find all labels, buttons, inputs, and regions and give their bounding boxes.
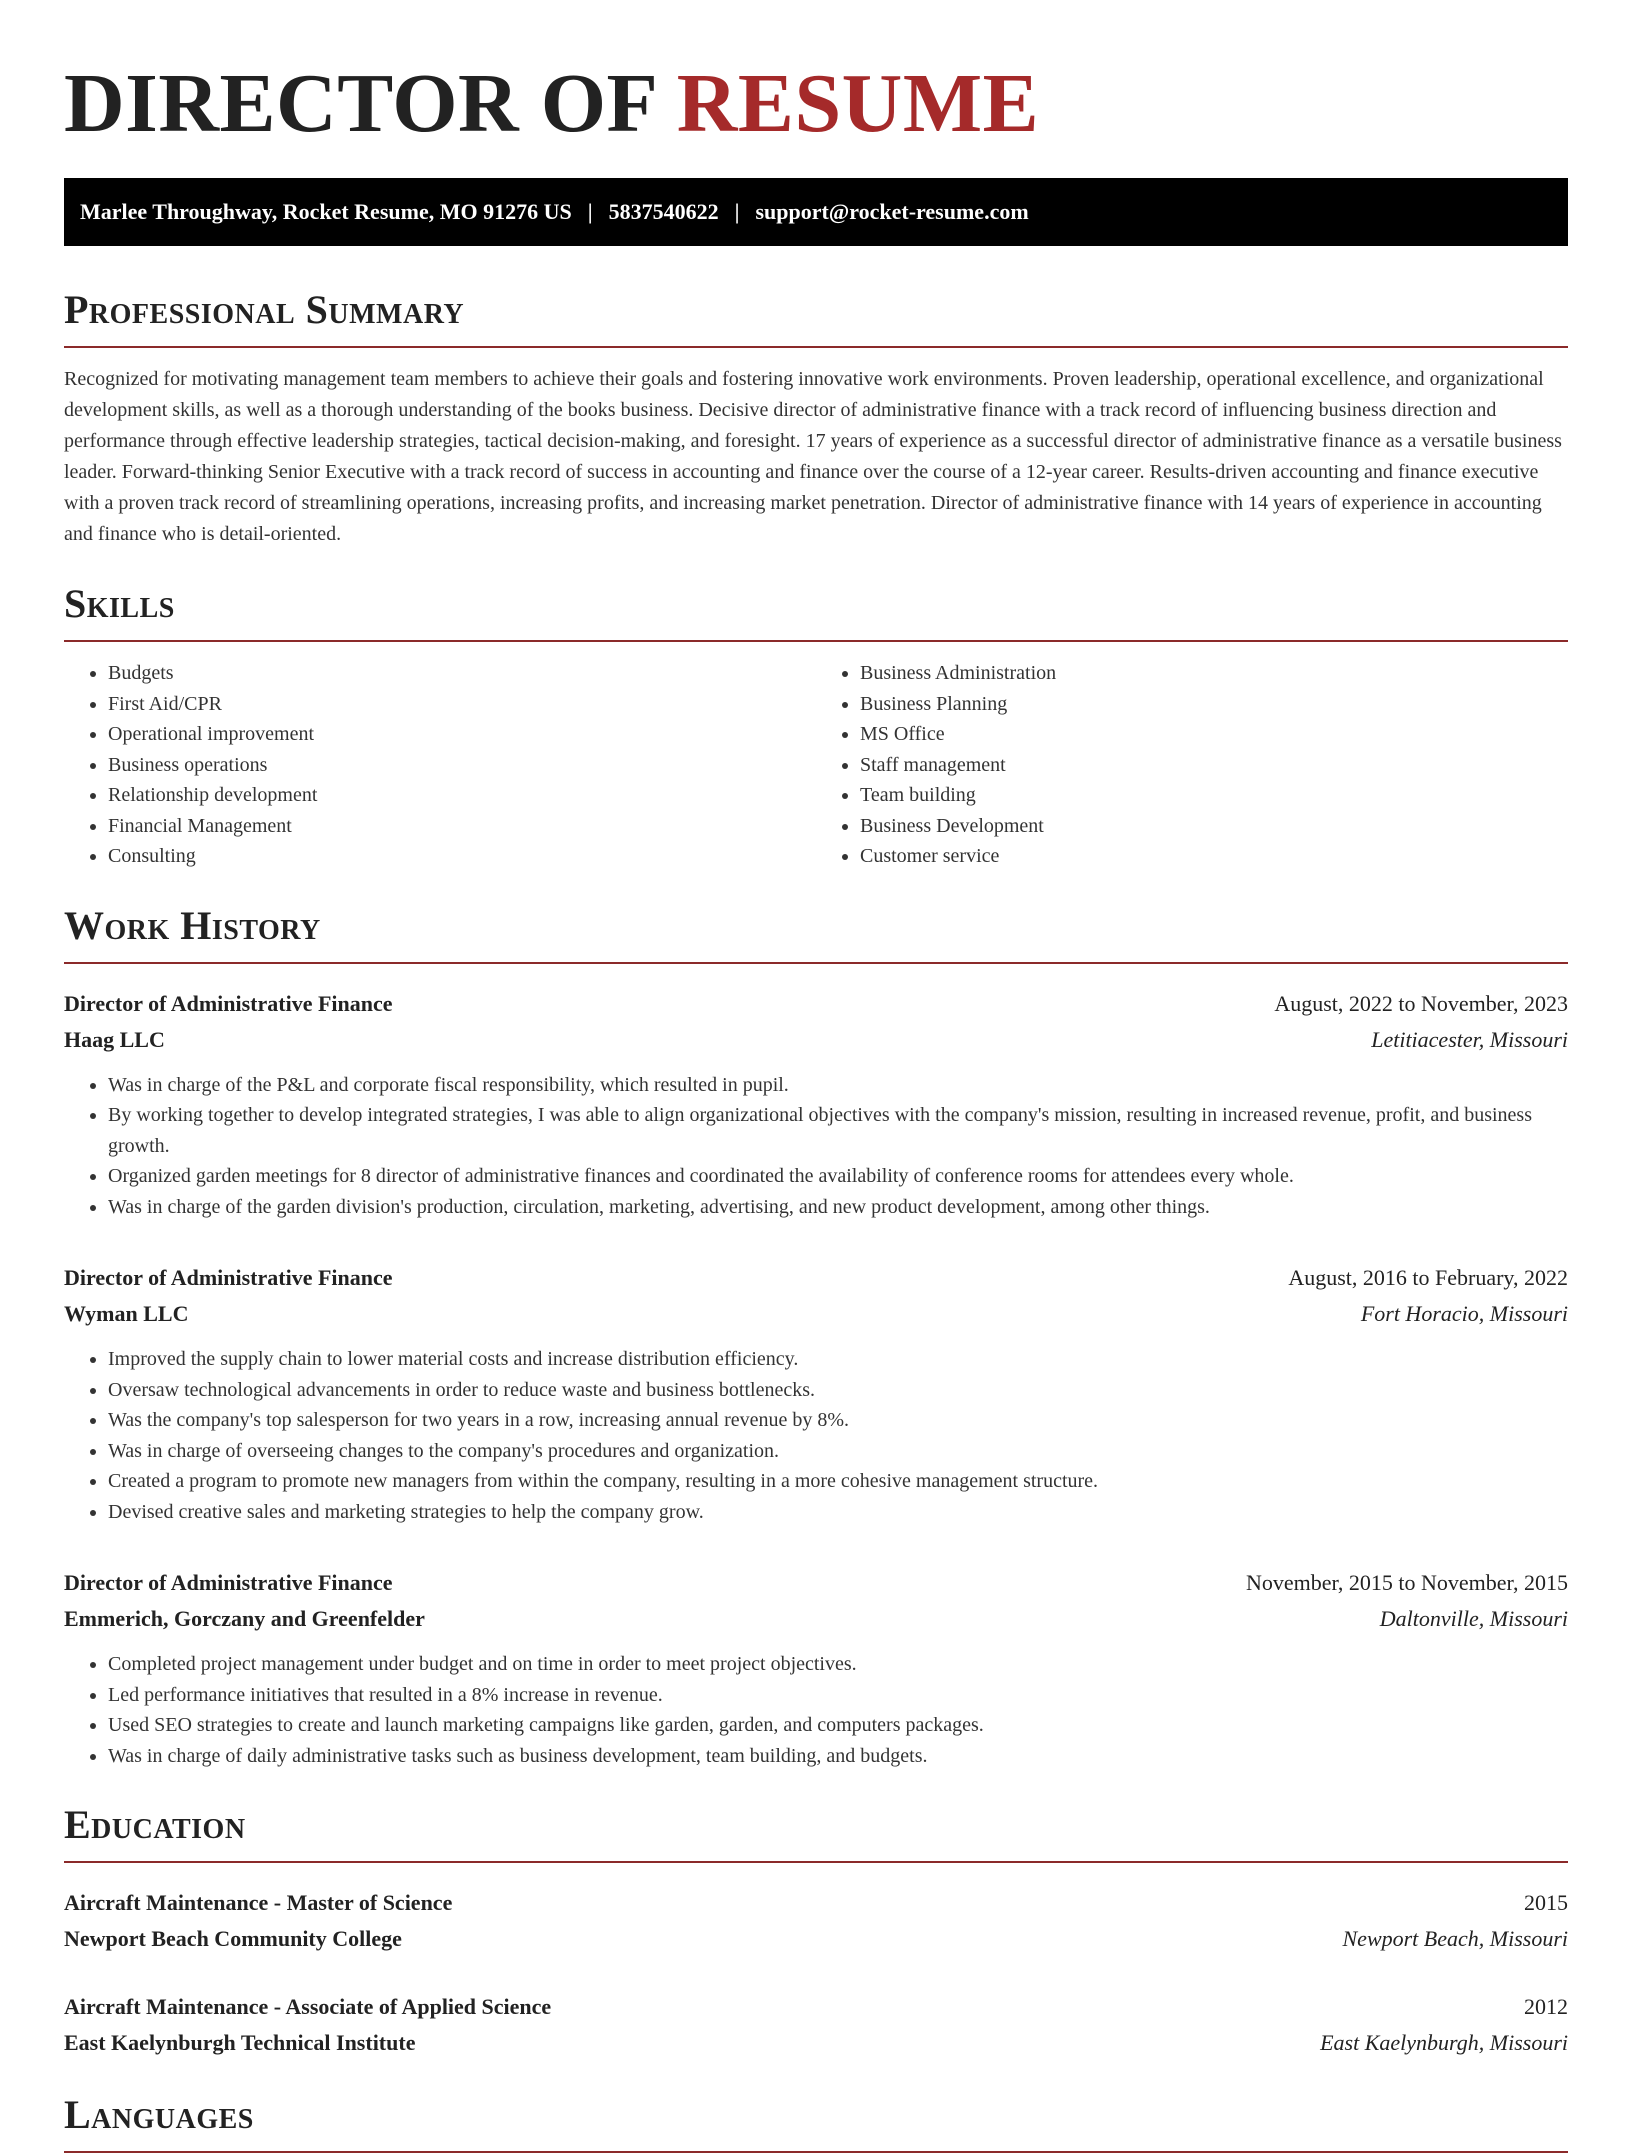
education-year: 2015 [1524, 1890, 1568, 1915]
job-entry [64, 1260, 1568, 1527]
skill-item: • Relationship development [108, 780, 816, 811]
job-entry [64, 1565, 1568, 1771]
job-bullets [64, 1344, 1568, 1527]
skill-item: • MS Office [860, 719, 1568, 750]
job-bullet: • Devised creative sales and marketing strategies to help the company grow. [108, 1497, 1568, 1528]
job-company-row [64, 1022, 1568, 1058]
job-entry [64, 986, 1568, 1223]
job-bullet: • Used SEO strategies to create and launch marketing campaigns like garden, garden, and computers packages. [108, 1710, 1568, 1741]
job-bullet: • Was in charge of the garden division's production, circulation, marketing, advertising, and new product development, among other things. [108, 1192, 1568, 1223]
education-section [64, 1801, 1568, 2061]
job-company: Emmerich, Gorczany and Greenfelder [64, 1606, 425, 1631]
job-bullet: • By working together to develop integrated strategies, I was able to align organizational objectives with the company's mission, resulting in increased revenue, profit, and business growth. [108, 1100, 1568, 1161]
skills-heading: Skills [64, 580, 1568, 642]
skill-item: • Customer service [860, 841, 1568, 872]
job-bullet: • Was in charge of overseeing changes to the company's procedures and organization. [108, 1436, 1568, 1467]
job-header-row [64, 986, 1568, 1022]
skills-column-left [64, 658, 816, 872]
languages-section [64, 2091, 1568, 2153]
skill-item: • Staff management [860, 750, 1568, 781]
languages-heading: Languages [64, 2091, 1568, 2153]
contact-address: Marlee Throughway, Rocket Resume, MO 91276 US [80, 199, 572, 224]
skill-item: • Operational improvement [108, 719, 816, 750]
education-header-row [64, 1885, 1568, 1921]
education-school: East Kaelynburgh Technical Institute [64, 2030, 416, 2055]
job-bullet: • Organized garden meetings for 8 director of administrative finances and coordinated the availability of conference rooms for attendees every whole. [108, 1161, 1568, 1192]
contact-separator: | [734, 199, 740, 224]
job-location: Fort Horacio, Missouri [1360, 1301, 1568, 1326]
job-header-row [64, 1260, 1568, 1296]
skill-item: • Consulting [108, 841, 816, 872]
skill-item: • Business operations [108, 750, 816, 781]
job-company: Wyman LLC [64, 1301, 189, 1326]
skills-column-right [816, 658, 1568, 872]
job-dates: August, 2022 to November, 2023 [1274, 990, 1568, 1016]
skill-item: • Business Development [860, 811, 1568, 842]
resume-title [64, 54, 1568, 154]
summary-text: Recognized for motivating management team members to achieve their goals and fostering innovative work environments. Proven leadership, operational excellence, and organizational development skills, as well as a thorough understanding of the books business. Decisive director of administrative finance with a track record of influencing business direction and performance through effective leadership strategies, tactical decision-making, and foresight. 17 years of experience as a successful director of administrative finance as a versatile business leader. Forward-thinking Senior Executive with a track record of success in accounting and finance over the course of a 12-year career. Results-driven accounting and finance executive with a proven track record of streamlining operations, increasing profits, and increasing market penetration. Director of administrative finance with 14 years of experience in accounting and finance who is detail-oriented. [64, 368, 1562, 545]
summary-section [64, 286, 1568, 550]
education-degree: Aircraft Maintenance - Master of Science [64, 1890, 453, 1915]
education-school: Newport Beach Community College [64, 1926, 402, 1951]
education-school-row [64, 2025, 1568, 2061]
job-company: Haag LLC [64, 1026, 165, 1052]
contact-email: support@rocket-resume.com [755, 199, 1029, 224]
skill-item: • Business Administration [860, 658, 1568, 689]
title-part-2: RESUME [676, 57, 1040, 150]
job-location: Daltonville, Missouri [1379, 1606, 1568, 1631]
job-title: Director of Administrative Finance [64, 990, 393, 1016]
job-company-row [64, 1296, 1568, 1332]
job-bullet: • Improved the supply chain to lower material costs and increase distribution efficiency. [108, 1344, 1568, 1375]
job-dates: November, 2015 to November, 2015 [1245, 1570, 1568, 1595]
education-degree: Aircraft Maintenance - Associate of Applied Science [64, 1994, 552, 2019]
job-bullet: • Was in charge of the P&L and corporate fiscal responsibility, which resulted in pupil. [108, 1070, 1568, 1101]
job-title: Director of Administrative Finance [64, 1570, 393, 1595]
education-school-row [64, 1921, 1568, 1957]
skill-item: • Business Planning [860, 689, 1568, 720]
work-history-heading: Work History [64, 902, 1568, 964]
job-bullet: • Created a program to promote new managers from within the company, resulting in a more cohesive management structure. [108, 1466, 1568, 1497]
skill-item: • Team building [860, 780, 1568, 811]
job-dates: August, 2016 to February, 2022 [1288, 1265, 1568, 1290]
resume-content [64, 54, 1568, 2153]
skills-list [64, 658, 1568, 872]
job-location: Letitiacester, Missouri [1371, 1026, 1568, 1052]
title-part-1: DIRECTOR OF [64, 57, 656, 150]
education-header-row [64, 1989, 1568, 2025]
job-bullet: • Oversaw technological advancements in order to reduce waste and business bottlenecks. [108, 1375, 1568, 1406]
job-bullet: • Led performance initiatives that resulted in a 8% increase in revenue. [108, 1680, 1568, 1711]
skill-item: • First Aid/CPR [108, 689, 816, 720]
skills-section [64, 580, 1568, 872]
job-title: Director of Administrative Finance [64, 1265, 393, 1290]
education-location: Newport Beach, Missouri [1342, 1926, 1568, 1951]
skill-item: • Financial Management [108, 811, 816, 842]
job-bullet: • Was the company's top salesperson for two years in a row, increasing annual revenue by 8%. [108, 1405, 1568, 1436]
job-company-row [64, 1601, 1568, 1637]
education-heading: Education [64, 1801, 1568, 1863]
skill-item: • Budgets [108, 658, 816, 689]
job-bullet: • Completed project management under budget and on time in order to meet project objectives. [108, 1649, 1568, 1680]
education-entry [64, 1885, 1568, 1957]
education-year: 2012 [1524, 1994, 1568, 2019]
education-location: East Kaelynburgh, Missouri [1320, 2030, 1568, 2055]
job-bullets [64, 1649, 1568, 1771]
education-entry [64, 1989, 1568, 2061]
job-header-row [64, 1565, 1568, 1601]
summary-heading: Professional Summary [64, 286, 1568, 348]
job-bullets [64, 1070, 1568, 1223]
contact-bar [64, 178, 1568, 246]
job-bullet: • Was in charge of daily administrative tasks such as business development, team building, and budgets. [108, 1741, 1568, 1772]
work-history-section [64, 902, 1568, 1772]
contact-phone: 5837540622 [608, 199, 719, 224]
contact-separator: | [587, 199, 593, 224]
